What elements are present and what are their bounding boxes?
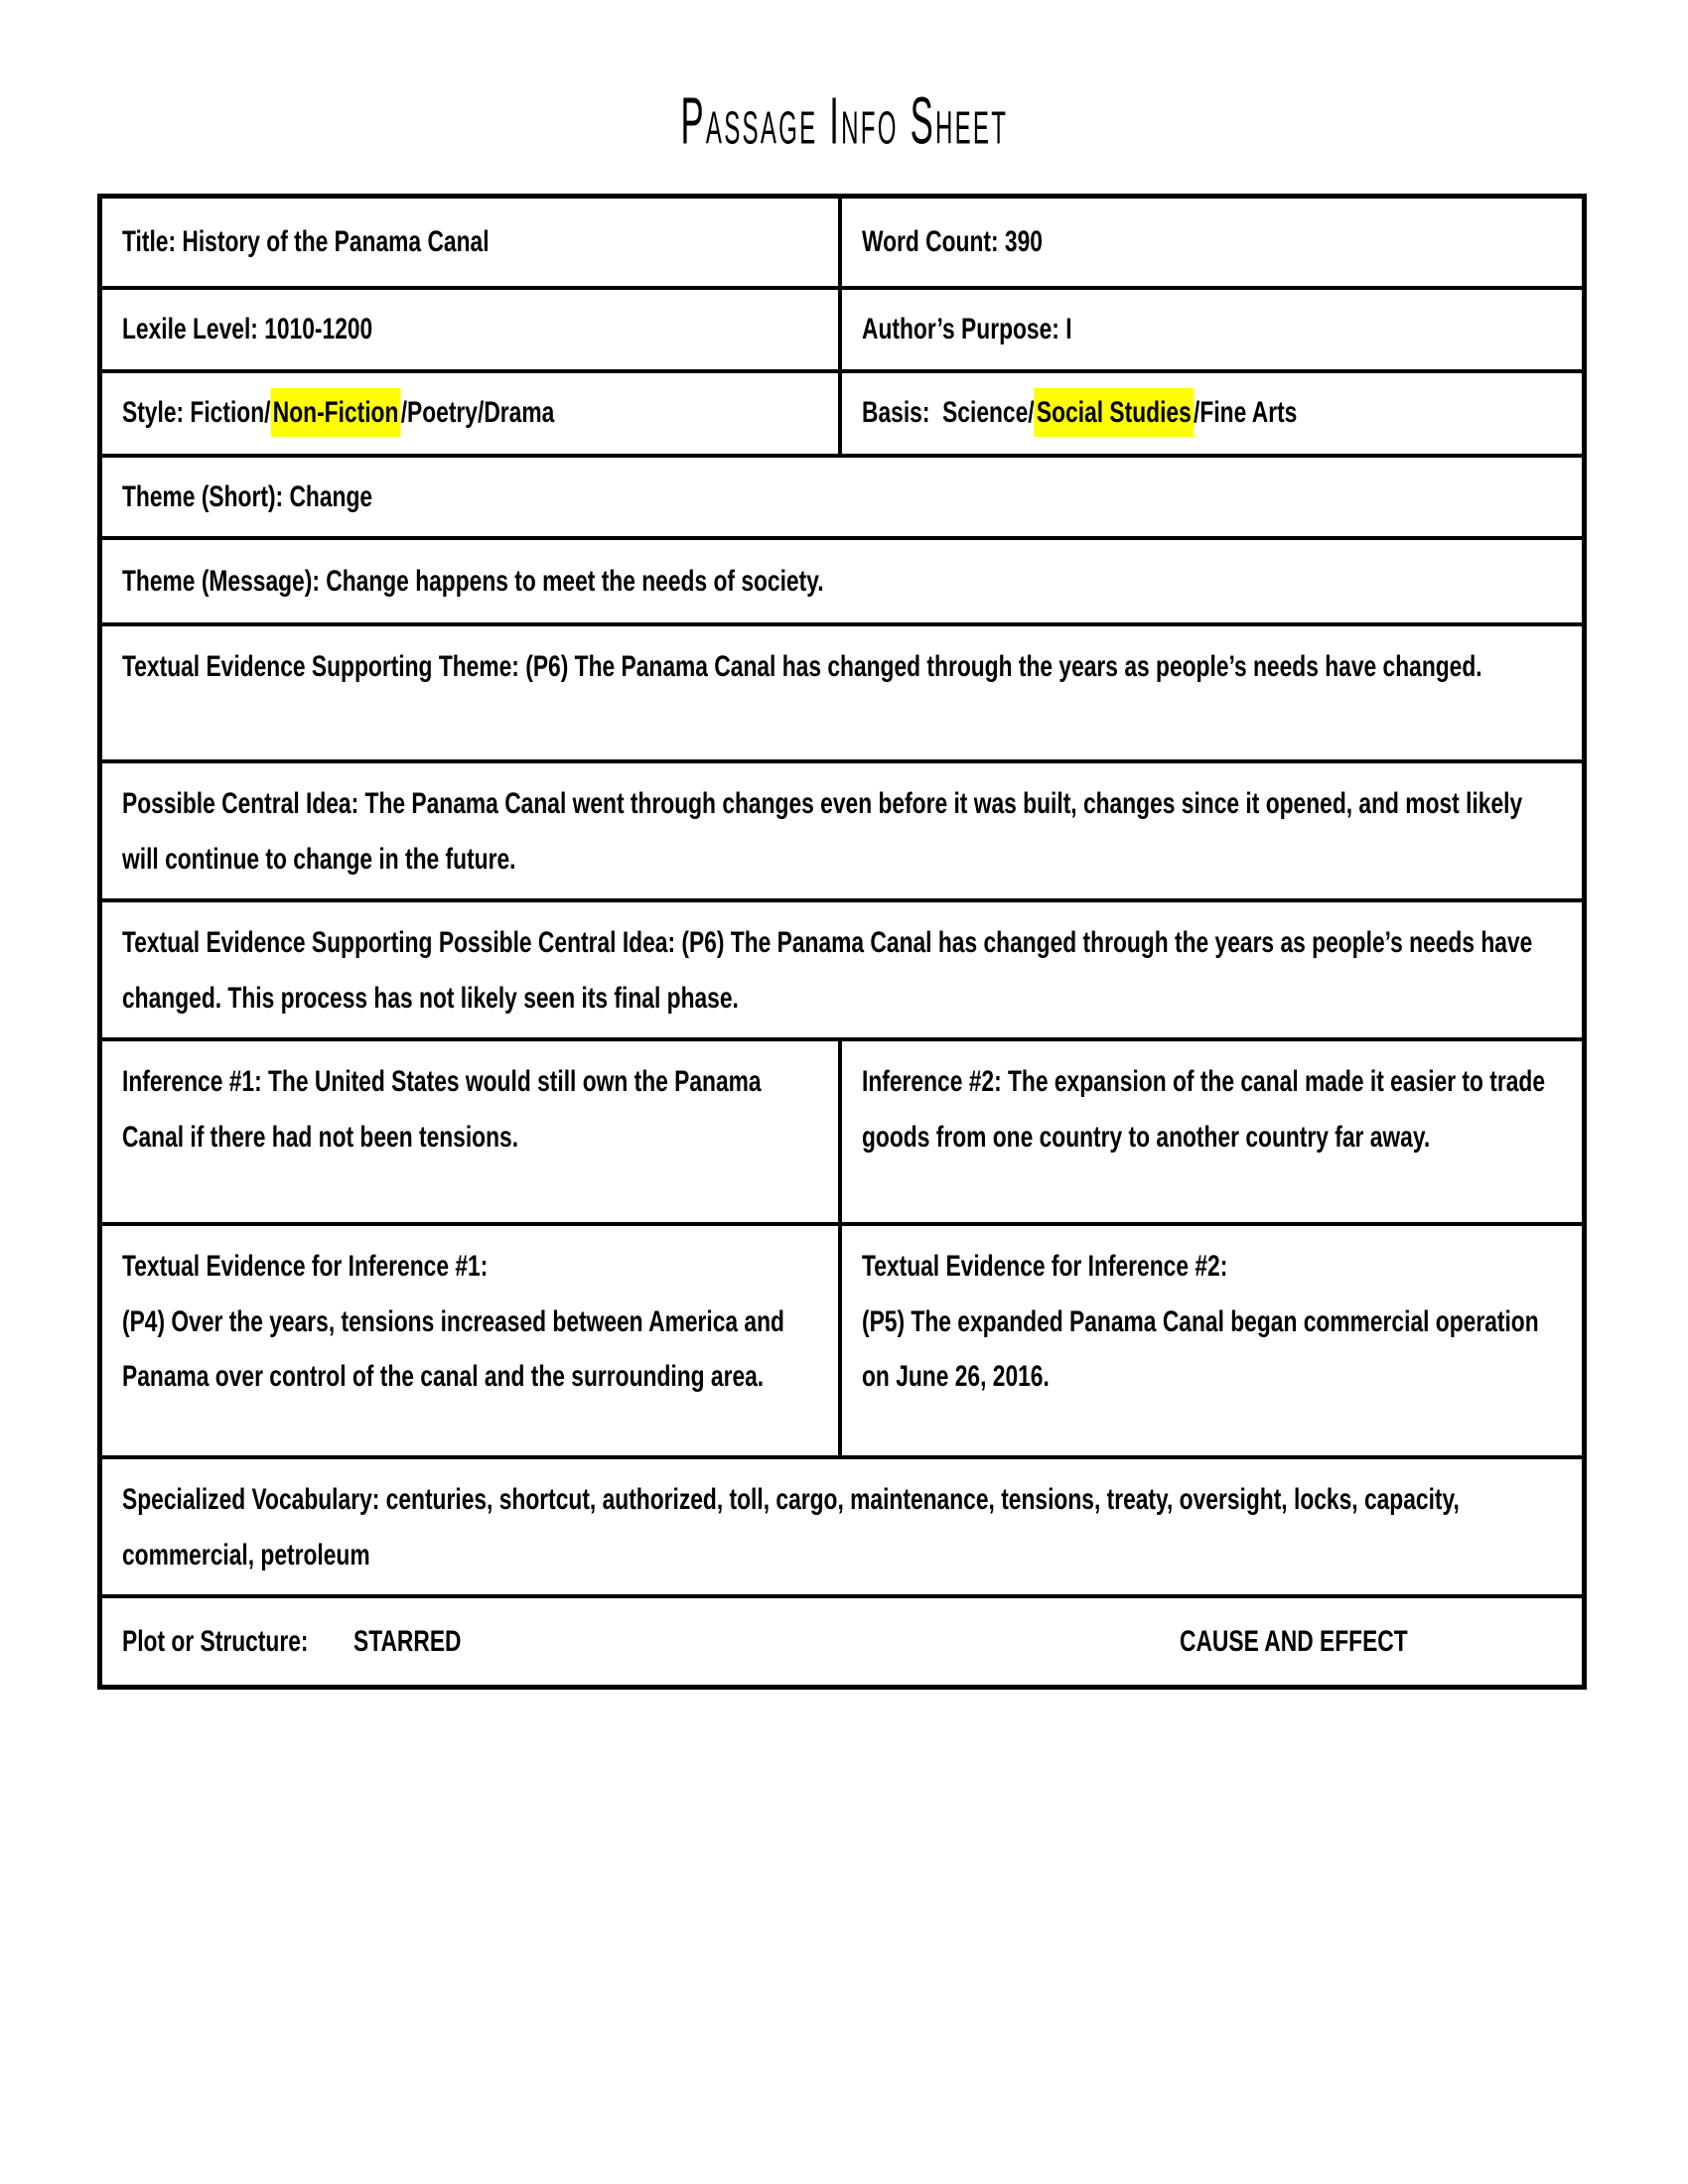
basis-highlighted-choice: Social Studies [1035, 388, 1194, 437]
central-idea-cell [102, 763, 1582, 898]
title-cell [102, 199, 842, 286]
table-row [102, 199, 1582, 290]
inference-1-cell [102, 1041, 842, 1222]
basis-cell [842, 373, 1582, 454]
evidence-inference-2-heading: Textual Evidence for Inference #2: [862, 1250, 1228, 1283]
central-idea-text: Possible Central Idea: The Panama Canal went through changes even before it was built, changes since it opened, and most likely will continue to change in the future. [122, 787, 1523, 876]
word-count-text: Word Count: 390 [862, 225, 1043, 259]
style-text [122, 385, 651, 441]
lexile-level-cell [102, 290, 842, 369]
evidence-central-idea-cell [102, 902, 1582, 1037]
table-row [102, 373, 1582, 458]
evidence-inference-1-body: (P4) Over the years, tensions increased between America and Panama over control of the canal and the surrounding area. [122, 1304, 784, 1393]
vocabulary-text: Specialized Vocabulary: centuries, shortcut, authorized, toll, cargo, maintenance, tensions, treaty, oversight, locks, capacity, commercial, petroleum [122, 1483, 1460, 1571]
table-row [102, 458, 1582, 541]
evidence-inference-2-text [862, 1239, 1562, 1405]
page-title: Passage Info Sheet [680, 84, 1008, 159]
evidence-inference-1-text [122, 1239, 818, 1405]
theme-message-text: Theme (Message): Change happens to meet the needs of society. [122, 564, 824, 598]
plot-structure-label: Plot or Structure: [122, 1624, 309, 1658]
inference-2-text: Inference #2: The expansion of the canal made it easier to trade goods from one country to another country far away. [862, 1065, 1546, 1154]
authors-purpose-cell [842, 290, 1582, 369]
theme-short-text: Theme (Short): Change [122, 479, 373, 513]
inference-1-text: Inference #1: The United States would still own the Panama Canal if there had not been tensions. [122, 1065, 762, 1154]
basis-prefix: Basis: Science/ [862, 396, 1035, 430]
table-row [102, 902, 1582, 1041]
table-row [102, 540, 1582, 626]
table-row [102, 1459, 1582, 1598]
word-count-cell [842, 199, 1582, 286]
title-text: Title: History of the Panama Canal [122, 225, 490, 259]
evidence-inference-1-heading: Textual Evidence for Inference #1: [122, 1250, 489, 1283]
basis-suffix: /Fine Arts [1194, 396, 1298, 430]
plot-value: STARRED [353, 1624, 462, 1658]
style-suffix: /Poetry/Drama [400, 396, 555, 430]
basis-text [862, 385, 1394, 441]
inference-2-cell [842, 1041, 1582, 1222]
evidence-inference-2-body: (P5) The expanded Panama Canal began commercial operation on June 26, 2016. [862, 1304, 1539, 1393]
evidence-central-idea-text: Textual Evidence Supporting Possible Central Idea: (P6) The Panama Canal has changed through the years as people’s needs have changed. This process has not likely seen its final phase. [122, 926, 1533, 1015]
vocabulary-cell [102, 1459, 1582, 1594]
authors-purpose-text: Author’s Purpose: I [862, 313, 1072, 345]
table-row [102, 1598, 1582, 1685]
structure-value: CAUSE AND EFFECT [1180, 1624, 1408, 1658]
plot-structure-cell [102, 1598, 1582, 1685]
lexile-level-text: Lexile Level: 1010-1200 [122, 313, 373, 345]
theme-message-cell [102, 540, 1582, 622]
style-cell [102, 373, 842, 454]
style-highlighted-choice: Non-Fiction [270, 388, 400, 437]
evidence-theme-cell [102, 626, 1582, 759]
page-title-container [0, 84, 1688, 159]
table-row [102, 1041, 1582, 1226]
evidence-inference-1-cell [102, 1226, 842, 1455]
theme-short-cell [102, 458, 1582, 537]
evidence-inference-2-cell [842, 1226, 1582, 1455]
style-prefix: Style: Fiction/ [122, 396, 271, 430]
table-row [102, 763, 1582, 902]
table-row [102, 290, 1582, 373]
table-row [102, 626, 1582, 763]
passage-info-table [97, 194, 1587, 1690]
table-row [102, 1226, 1582, 1459]
evidence-theme-text: Textual Evidence Supporting Theme: (P6) The Panama Canal has changed through the years as people’s needs have changed. [122, 650, 1482, 683]
